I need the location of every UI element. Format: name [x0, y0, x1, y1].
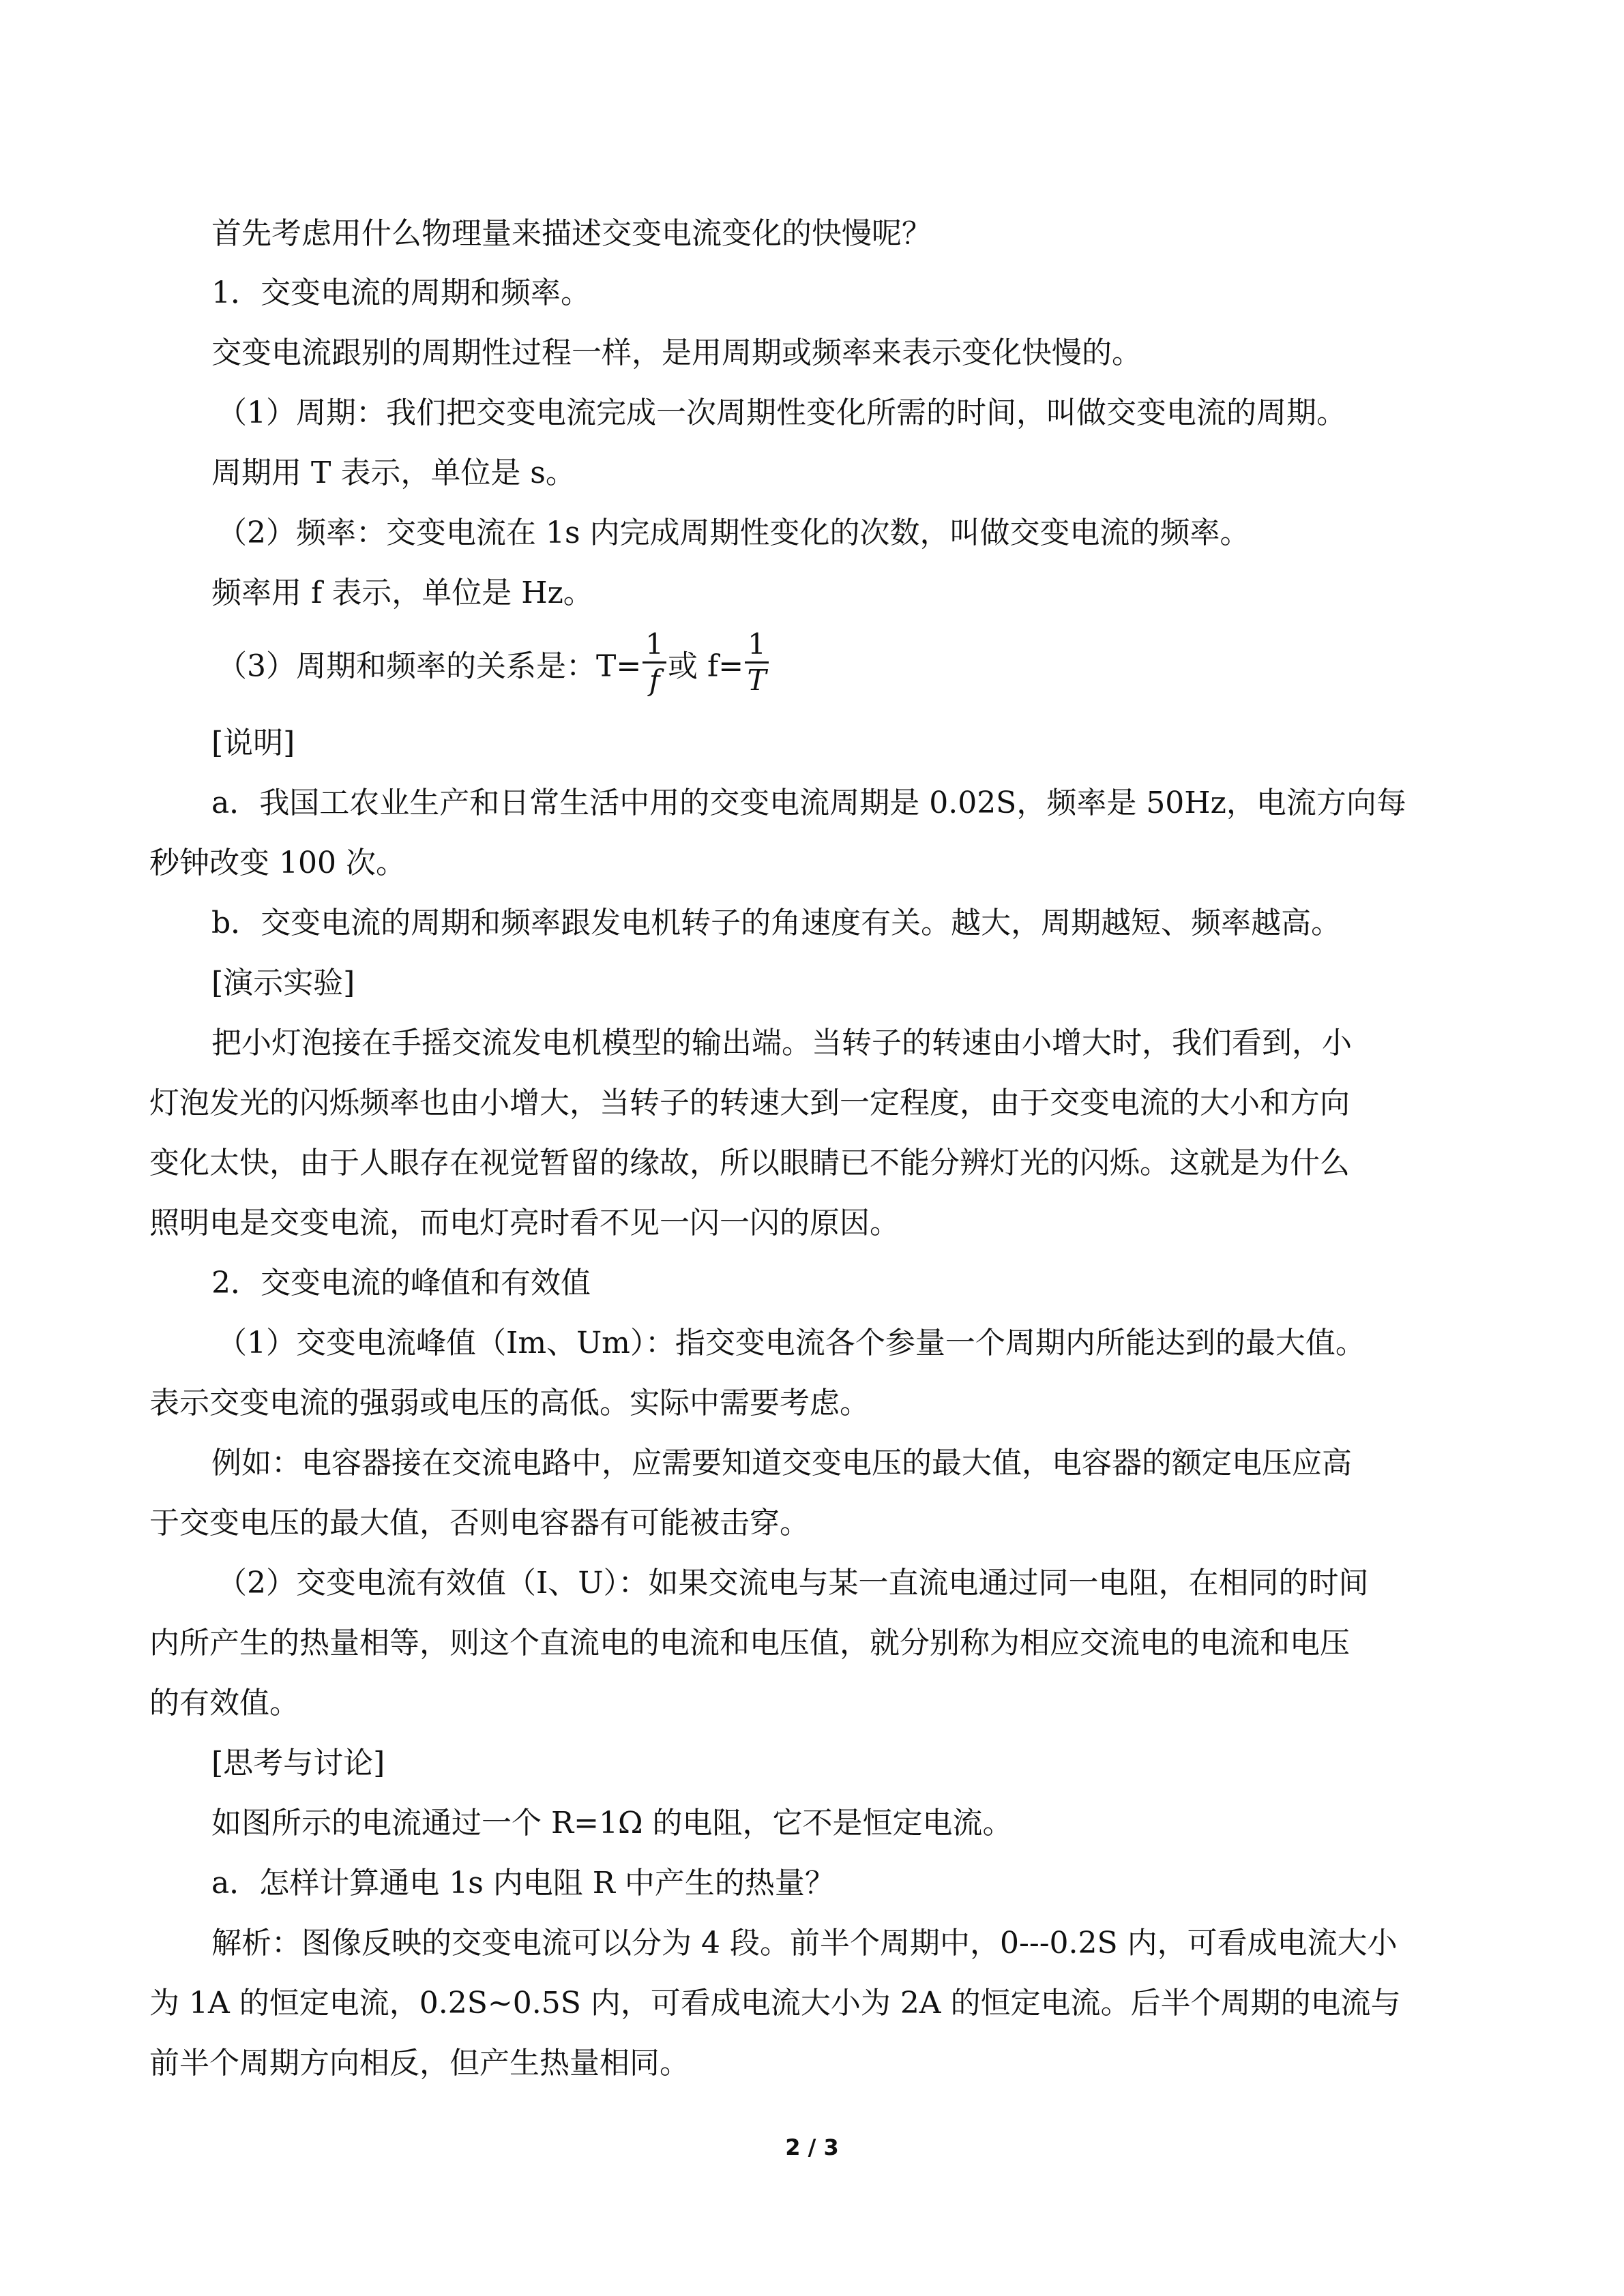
formula-middle: 或 f=: [667, 648, 744, 684]
paragraph-line: 首先考虑用什么物理量来描述交变电流变化的快慢呢？: [211, 216, 932, 251]
demo-heading: [演示实验]: [211, 966, 355, 1000]
paragraph-line: 前半个周期方向相反，但产生热量相同。: [149, 2046, 690, 2081]
fraction-denominator: T: [747, 664, 767, 697]
paragraph-line: a．怎样计算通电 1s 内电阻 R 中产生的热量？: [211, 1866, 835, 1900]
paragraph-line: 频率用 f 表示，单位是 Hz。: [211, 576, 593, 610]
paragraph-line: 例如：电容器接在交流电路中，应需要知道交变电压的最大值，电容器的额定电压应高: [211, 1446, 1352, 1480]
paragraph-line: （1）周期：我们把交变电流完成一次周期性变化所需的时间，叫做交变电流的周期。: [217, 396, 1346, 430]
paragraph-line: 灯泡发光的闪烁频率也由小增大，当转子的转速大到一定程度，由于交变电流的大小和方向: [149, 1086, 1350, 1120]
fraction-one-over-t: [745, 627, 769, 697]
formula-prefix: （3）周期和频率的关系是：T=: [217, 648, 642, 684]
fraction-numerator: 1: [643, 630, 666, 664]
paragraph-line: （1）交变电流峰值（Im、Um）：指交变电流各个参量一个周期内所能达到的最大值。: [217, 1326, 1365, 1360]
paragraph-line: 照明电是交变电流，而电灯亮时看不见一闪一闪的原因。: [149, 1206, 900, 1240]
paragraph-line: 解析：图像反映的交变电流可以分为 4 段。前半个周期中，0---0.2S 内，可看成电流大小: [211, 1926, 1398, 1960]
paragraph-line: （2）交变电流有效值（I、U）：如果交流电与某一直流电通过同一电阻，在相同的时间: [217, 1566, 1369, 1600]
paragraph-line: 如图所示的电流通过一个 R=1Ω 的电阻，它不是恒定电流。: [211, 1806, 1013, 1840]
paragraph-line: 变化太快，由于人眼存在视觉暂留的缘故，所以眼睛已不能分辨灯光的闪烁。这就是为什么: [149, 1146, 1350, 1180]
section-heading: 1．交变电流的周期和频率。: [211, 275, 591, 310]
discussion-heading: [思考与讨论]: [211, 1746, 385, 1780]
paragraph-line: 秒钟改变 100 次。: [149, 846, 406, 880]
paragraph-line: 把小灯泡接在手摇交流发电机模型的输出端。当转子的转速由小增大时，我们看到，小: [211, 1026, 1352, 1060]
paragraph-line: b．交变电流的周期和频率跟发电机转子的角速度有关。越大，周期越短、频率越高。: [211, 906, 1342, 940]
paragraph-line: 的有效值。: [149, 1686, 299, 1720]
paragraph-line: 于交变电压的最大值，否则电容器有可能被击穿。: [149, 1506, 810, 1540]
paragraph-line: 交变电流跟别的周期性过程一样，是用周期或频率来表示变化快慢的。: [211, 336, 1142, 370]
note-heading: [说明]: [211, 726, 295, 760]
fraction-denominator: f: [649, 664, 660, 697]
paragraph-line: 表示交变电流的强弱或电压的高低。实际中需要考虑。: [149, 1386, 870, 1420]
page-number: 2 / 3: [785, 2134, 839, 2160]
paragraph-line: （2）频率：交变电流在 1s 内完成周期性变化的次数，叫做交变电流的频率。: [217, 516, 1250, 550]
section-heading: 2．交变电流的峰值和有效值: [211, 1266, 591, 1300]
paragraph-line: a．我国工农业生产和日常生活中用的交变电流周期是 0.02S，频率是 50Hz，电流方向每: [211, 786, 1406, 820]
paragraph-line: 为 1A 的恒定电流，0.2S~0.5S 内，可看成电流大小为 2A 的恒定电流。后半个周期的电流与: [149, 1986, 1401, 2021]
fraction-numerator: 1: [745, 630, 769, 664]
fraction-one-over-f: [643, 627, 666, 697]
paragraph-line: 周期用 T 表示，单位是 s。: [211, 456, 576, 490]
paragraph-line: 内所产生的热量相等，则这个直流电的电流和电压值，就分别称为相应交流电的电流和电压: [149, 1626, 1350, 1660]
formula-line: [217, 627, 770, 699]
